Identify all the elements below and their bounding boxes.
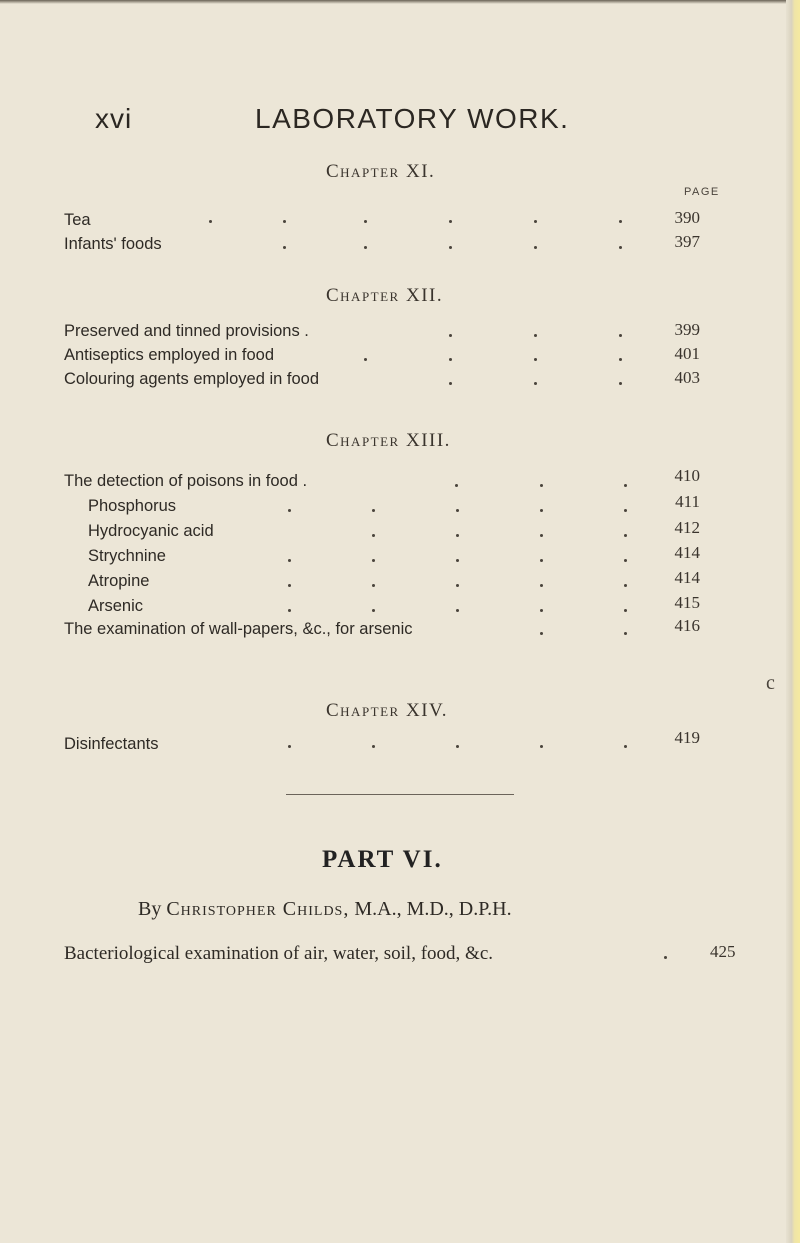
leader-dot — [540, 745, 543, 748]
leader-dot — [540, 609, 543, 612]
leader-dot — [372, 534, 375, 537]
leader-dot — [534, 220, 537, 223]
toc-entry-page: 415 — [674, 593, 700, 612]
leader-dot — [456, 559, 459, 562]
page-column-label: PAGE — [684, 186, 720, 198]
leader-dot — [624, 745, 627, 748]
leader-dot — [372, 609, 375, 612]
page-gutter-edge — [786, 0, 800, 1243]
toc-entry-page: 390 — [674, 208, 700, 227]
leader-dot — [456, 584, 459, 587]
leader-dot — [540, 534, 543, 537]
leader-dot — [449, 358, 452, 361]
part-title: PART VI. — [322, 846, 443, 873]
toc-entry-page: 399 — [674, 320, 700, 339]
part-author-line — [138, 898, 512, 921]
leader-dot — [534, 358, 537, 361]
author-degrees: M.A., M.D., D.P.H. — [354, 898, 512, 920]
leader-dot — [624, 509, 627, 512]
toc-entry-page: 425 — [710, 942, 736, 961]
running-head-page-number: xvi — [95, 103, 133, 134]
leader-dot — [619, 246, 622, 249]
toc-entry-title: Antiseptics employed in food — [64, 346, 275, 364]
toc-entry-page: 397 — [674, 232, 700, 251]
toc-entry-title: Colouring agents employed in food — [64, 370, 320, 388]
leader-dot — [364, 358, 367, 361]
leader-dot — [456, 534, 459, 537]
leader-dot — [449, 220, 452, 223]
leader-dot — [540, 584, 543, 587]
leader-dot — [624, 484, 627, 487]
toc-entry-page: 401 — [674, 344, 700, 363]
chapter-xii-heading: Chapter XII. — [326, 285, 444, 306]
margin-pencil-mark: c — [766, 672, 775, 694]
toc-entry-page: 414 — [674, 568, 700, 587]
chapter-xi-heading: Chapter XI. — [326, 161, 436, 182]
leader-dot — [534, 246, 537, 249]
author-name: Christopher Childs, — [166, 898, 350, 920]
leader-dot — [283, 246, 286, 249]
toc-entry-page: 416 — [674, 616, 700, 635]
section-divider-rule — [286, 794, 514, 795]
chapter-xiii-heading: Chapter XIII. — [326, 430, 451, 451]
leader-dot — [288, 509, 291, 512]
leader-dot — [372, 745, 375, 748]
leader-dot — [540, 484, 543, 487]
author-prefix: By — [138, 898, 162, 920]
toc-entry-page: 419 — [674, 728, 700, 747]
toc-entry-page: 412 — [674, 518, 700, 537]
leader-dot — [372, 559, 375, 562]
leader-dot — [619, 382, 622, 385]
leader-dot — [540, 632, 543, 635]
leader-dot — [624, 584, 627, 587]
leader-dot — [288, 745, 291, 748]
leader-dot — [372, 509, 375, 512]
toc-entry-title: Arsenic — [88, 597, 144, 615]
leader-dot — [619, 358, 622, 361]
leader-dot — [456, 745, 459, 748]
toc-entry-title: The detection of poisons in food . — [64, 472, 308, 490]
toc-entry-page: 410 — [674, 466, 700, 485]
toc-entry-title: Tea — [64, 211, 91, 229]
leader-dot — [540, 559, 543, 562]
leader-dot — [455, 484, 458, 487]
toc-entry-title: Preserved and tinned provisions . — [64, 322, 309, 340]
page-top-shadow — [0, 0, 800, 4]
toc-entry-title: Disinfectants — [64, 735, 159, 753]
toc-entry-title: Hydrocyanic acid — [88, 522, 214, 540]
leader-dot — [540, 509, 543, 512]
leader-dot — [449, 382, 452, 385]
toc-entry-title: Infants' foods — [64, 235, 162, 253]
leader-dot — [534, 382, 537, 385]
toc-entry-title: Atropine — [88, 572, 150, 590]
toc-entry-page: 411 — [675, 492, 700, 511]
leader-dot — [283, 220, 286, 223]
leader-dot — [624, 632, 627, 635]
toc-entry-title: Phosphorus — [88, 497, 177, 515]
leader-dot — [288, 609, 291, 612]
leader-dot — [209, 220, 212, 223]
leader-dot — [456, 509, 459, 512]
leader-dot — [364, 246, 367, 249]
running-head-title: LABORATORY WORK. — [255, 103, 570, 134]
leader-dot — [449, 246, 452, 249]
chapter-xiv-heading: Chapter XIV. — [326, 700, 449, 721]
leader-dot — [372, 584, 375, 587]
toc-entry-title: Bacteriological examination of air, water, soil, food, &c. — [64, 943, 494, 964]
leader-dot — [534, 334, 537, 337]
toc-entry-page: 403 — [674, 368, 700, 387]
leader-dot — [664, 956, 667, 959]
toc-entry-title: The examination of wall-papers, &c., for arsenic — [64, 620, 413, 638]
leader-dot — [288, 559, 291, 562]
toc-entry-title: Strychnine — [88, 547, 166, 565]
leader-dot — [624, 534, 627, 537]
leader-dot — [624, 609, 627, 612]
leader-dot — [619, 220, 622, 223]
leader-dot — [624, 559, 627, 562]
leader-dot — [364, 220, 367, 223]
leader-dot — [456, 609, 459, 612]
toc-entry-page: 414 — [674, 543, 700, 562]
leader-dot — [619, 334, 622, 337]
leader-dot — [449, 334, 452, 337]
leader-dot — [288, 584, 291, 587]
